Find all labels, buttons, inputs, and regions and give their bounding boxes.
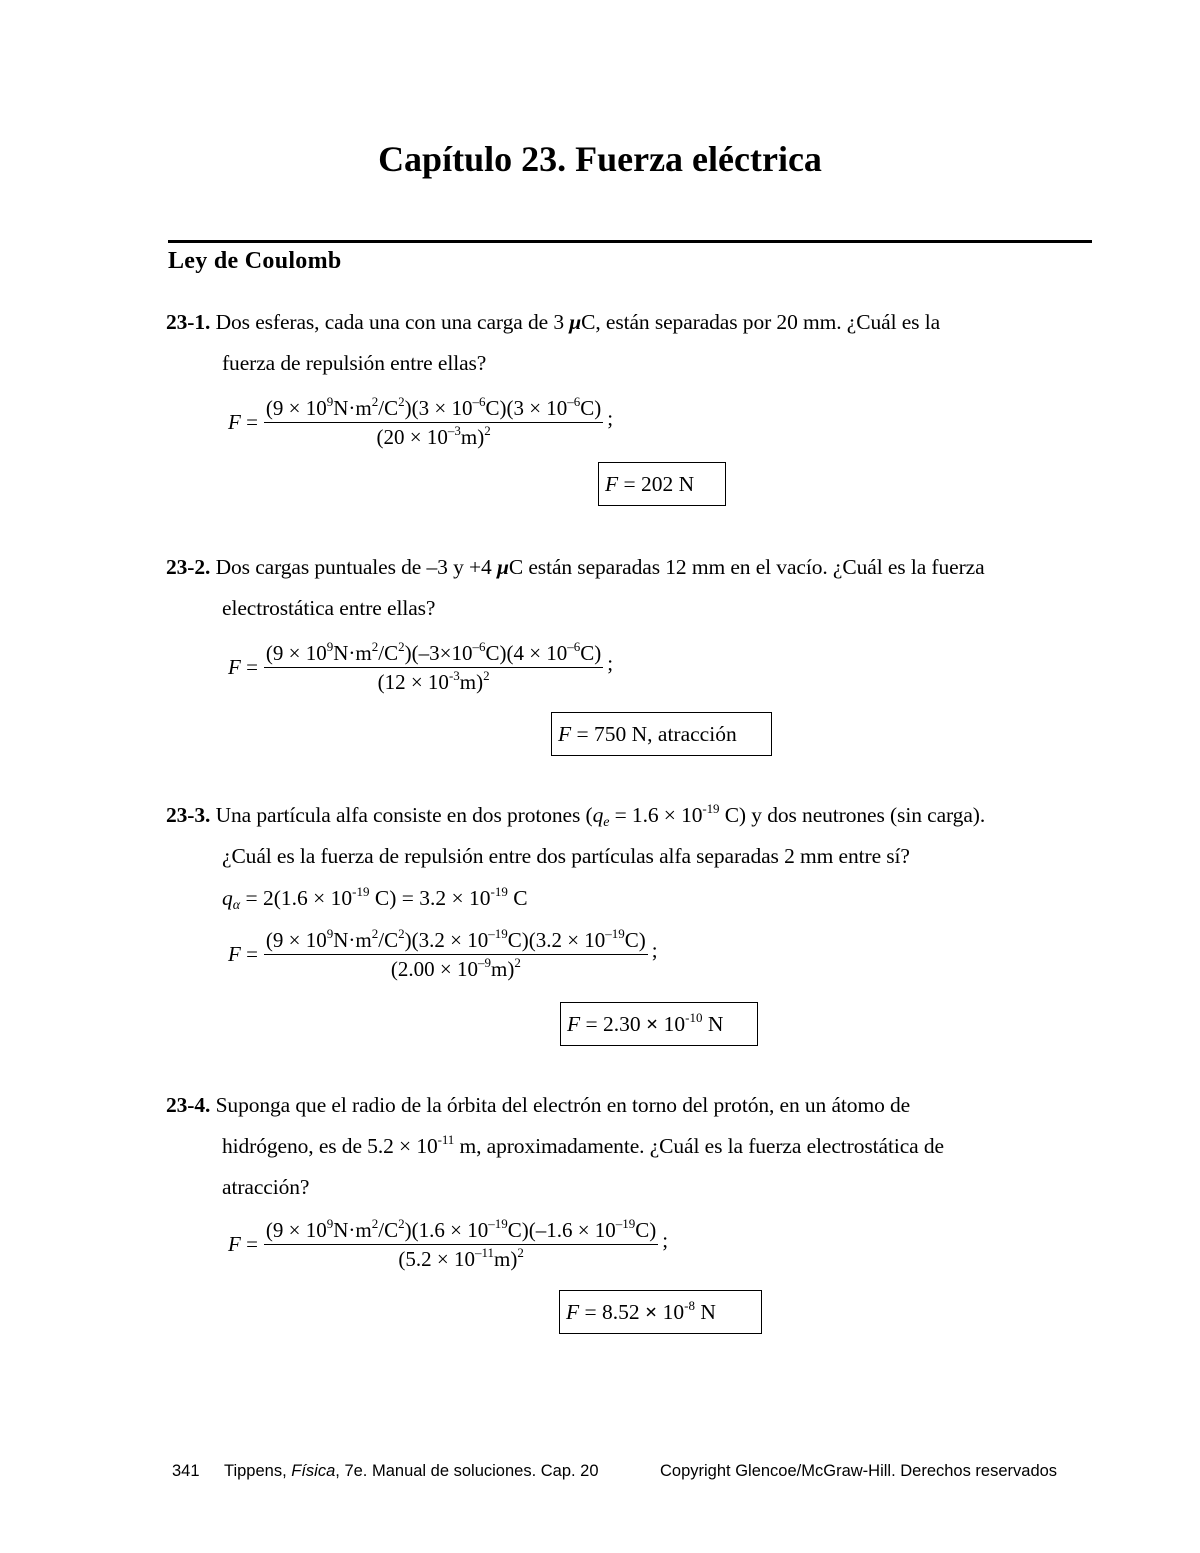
problem-23-4-statement: 23-4. Suponga que el radio de la órbita del electrón en torno del protón, en un átomo de hidrógeno, es de $5.2 \times 10^{-11}$ m, aproximadamente. ¿Cuál es la fuerza electrostática de atracción?	[166, 1093, 944, 1199]
problem-23-4-answer: $F = 8.52 \times 10^{-8}$ N	[559, 1290, 762, 1334]
problem-23-3-answer: $F = 2.30 \times 10^{-10}$ N	[560, 1002, 758, 1046]
problem-23-3-alpha-charge: $q_\alpha = 2(1.6 \times 10^{-19}$ $C) = 3.2 \times 10^{-19}$ C	[222, 884, 528, 913]
problem-number: 23-2.	[166, 555, 211, 579]
problem-number: 23-1.	[166, 310, 211, 334]
problem-23-4-equation: F = $\frac{(9 \times 10^9N\cdot m^2/C^2)(1.6 \times 10^{-19}C)(-1.6 \times 10^{-19}C)}{(5.2 \times 10^{-11}m)^2}$ ;	[228, 1216, 669, 1271]
problem-23-2-answer: F = 750 N, atracción	[551, 712, 772, 756]
problem-23-3-equation: F = $\frac{(9 \times 10^9N\cdot m^2/C^2)(3.2 \times 10^{-19}C)(3.2 \times 10^{-19}C)}{(2.00 \times 10^{-9}m)^2}$ ;	[228, 926, 658, 981]
book-reference: Tippens, Física, 7e. Manual de soluciones. Cap. 20	[224, 1462, 599, 1480]
page-title: Capítulo 23. Fuerza eléctrica	[378, 139, 822, 179]
problem-23-2-equation: F = $\frac{(9 \times 10^9N\cdot m^2/C^2)(-3\times 10^{-6}C)(4 \times 10^{-6}C)}{(12 \times 10^{-3}m)^2}$ ;	[228, 639, 614, 694]
section-divider	[168, 240, 1092, 243]
problem-number: 23-4.	[166, 1093, 211, 1117]
problem-23-2-statement: 23-2. Dos cargas puntuales de –3 y +4 μC están separadas 12 mm en el vacío. ¿Cuál es la fuerza electrostática entre ellas?	[166, 555, 985, 620]
problem-23-1-answer: F = 202 N	[598, 462, 726, 506]
section-heading: Ley de Coulomb	[168, 248, 342, 274]
problem-number: 23-3.	[166, 803, 211, 827]
problem-23-3-statement: 23-3. Una partícula alfa consiste en dos protones ($q_e = 1.6 \times 10^{-19}$ C) y dos neutrones (sin carga). ¿Cuál es la fuerza de repulsión entre dos partículas alfa separadas 2 mm entre sí?	[166, 801, 986, 868]
copyright-notice: Copyright Glencoe/McGraw-Hill. Derechos reservados	[660, 1462, 1058, 1480]
page-number: 341	[172, 1462, 200, 1480]
problem-23-1-equation: F = $\frac{(9 \times 10^9N\cdot m^2/C^2)(3 \times 10^{-6}C)(3 \times 10^{-6}C)}{(20 \times 10^{-3}m)^2}$ ;	[228, 394, 614, 449]
problem-23-1-statement: 23-1. Dos esferas, cada una con una carga de 3 μC, están separadas por 20 mm. ¿Cuál es la fuerza de repulsión entre ellas?	[166, 310, 941, 375]
